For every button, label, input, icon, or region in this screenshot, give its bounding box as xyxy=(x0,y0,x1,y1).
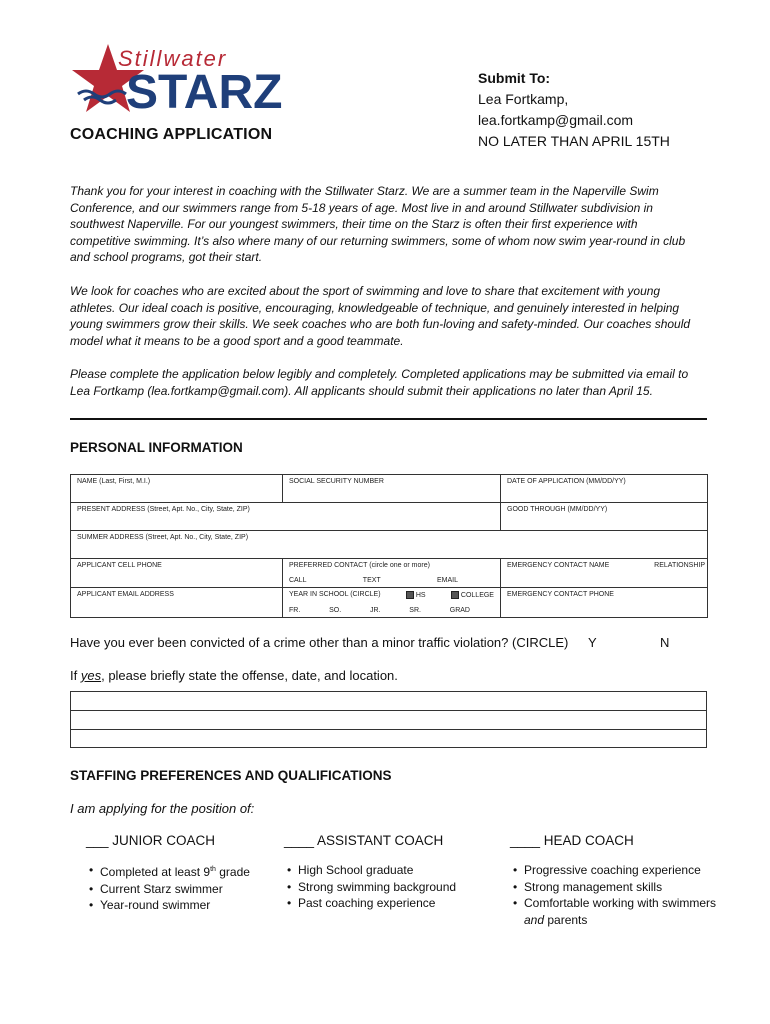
logo-main-text: STARZ xyxy=(126,66,283,119)
list-item: • High School graduate xyxy=(298,862,456,879)
assistant-qualifications xyxy=(284,862,456,912)
applying-for-label: I am applying for the position of: xyxy=(70,801,255,816)
present-address-field[interactable]: PRESENT ADDRESS (Street, Apt. No., City, State, ZIP) xyxy=(71,503,501,531)
preferred-contact-field[interactable]: PREFERRED CONTACT (circle one or more) CALL TEXT EMAIL xyxy=(283,559,501,588)
assistant-coach-option[interactable]: ____ ASSISTANT COACH xyxy=(284,833,444,848)
offense-line[interactable] xyxy=(71,711,706,730)
year-in-school-field[interactable]: YEAR IN SCHOOL (CIRCLE) HS COLLEGE FR. SO. JR. SR. GRAD xyxy=(283,588,501,618)
college-checkbox[interactable]: COLLEGE xyxy=(451,591,494,599)
head-coach-option[interactable]: ____ HEAD COACH xyxy=(510,833,634,848)
summer-address-field[interactable]: SUMMER ADDRESS (Street, Apt. No., City, State, ZIP) xyxy=(71,531,708,559)
personal-info-table xyxy=(70,474,708,618)
good-through-field[interactable]: GOOD THROUGH (MM/DD/YY) xyxy=(501,503,708,531)
list-item: • Completed at least 9th grade xyxy=(100,862,250,881)
crime-no-option[interactable]: N xyxy=(660,635,670,650)
stillwater-starz-logo xyxy=(70,42,283,122)
pref-text[interactable]: TEXT xyxy=(362,577,381,584)
submit-name: Lea Fortkamp, xyxy=(478,91,569,107)
logo-script-text: Stillwater xyxy=(118,46,228,71)
list-item: • Year-round swimmer xyxy=(100,897,250,914)
submit-email: lea.fortkamp@gmail.com xyxy=(478,112,634,128)
submit-info xyxy=(478,68,670,152)
list-item: • Strong management skills xyxy=(524,879,724,896)
head-qualifications xyxy=(510,862,724,928)
junior-qualifications xyxy=(86,862,250,914)
emergency-name-field[interactable]: EMERGENCY CONTACT NAME RELATIONSHIP xyxy=(501,559,708,588)
emergency-phone-field[interactable]: EMERGENCY CONTACT PHONE xyxy=(501,588,708,618)
ssn-field[interactable]: SOCIAL SECURITY NUMBER xyxy=(283,475,501,503)
if-yes-instruction: If yes, please briefly state the offense, date, and location. xyxy=(70,668,398,683)
crime-yes-option[interactable]: Y xyxy=(588,635,597,650)
offense-line[interactable] xyxy=(71,692,706,711)
intro-paragraph-3: Please complete the application below legibly and completely. Completed applications may be submitted via email to Lea Fortkamp (lea.fortkamp@gmail.com). All applicants should submit their applications no later than April 15. xyxy=(70,367,689,398)
list-item: • Past coaching experience xyxy=(298,895,456,912)
crime-question: Have you ever been convicted of a crime other than a minor traffic violation? (CIRCLE) xyxy=(70,635,569,650)
hs-checkbox[interactable]: HS xyxy=(406,591,426,599)
list-item: • Strong swimming background xyxy=(298,879,456,896)
offense-details-lines[interactable] xyxy=(70,691,707,748)
section-divider xyxy=(70,418,707,420)
junior-coach-option[interactable]: ___ JUNIOR COACH xyxy=(86,833,216,848)
list-item: • Comfortable working with swimmers and parents xyxy=(524,895,724,928)
cell-phone-field[interactable]: APPLICANT CELL PHONE xyxy=(71,559,283,588)
offense-line[interactable] xyxy=(71,730,706,748)
personal-info-heading: PERSONAL INFORMATION xyxy=(70,440,243,455)
intro-paragraph-2: We look for coaches who are excited about the sport of swimming and love to share that excitement with young athletes. Our ideal coach is positive, encouraging, knowledgeable of technique, and genuinely interested in helping young swimmers grow their skills. We seek coaches who are both fun-loving and safety-minded. Our coaches should model what it means to be a good sport and a good teammate. xyxy=(70,284,691,348)
pref-email[interactable]: EMAIL xyxy=(436,577,458,584)
date-field[interactable]: DATE OF APPLICATION (MM/DD/YY) xyxy=(501,475,708,503)
pref-call[interactable]: CALL xyxy=(289,577,307,584)
intro-paragraph-1: Thank you for your interest in coaching with the Stillwater Starz. We are a summer team in the Naperville Swim Conference, and our swimmers range from 5-18 years of age. Most live in and around Stillwater subdivision in southwest Naperville. For our youngest swimmers, their time on the Starz is often their first experience with competitive swimming. It’s also where many of our returning swimmers, some of whom now swim year-round in club and school programs, got their start. xyxy=(70,184,686,264)
staffing-heading: STAFFING PREFERENCES AND QUALIFICATIONS xyxy=(70,768,392,783)
submit-deadline: NO LATER THAN APRIL 15TH xyxy=(478,133,670,149)
list-item: • Progressive coaching experience xyxy=(524,862,724,879)
submit-to-label: Submit To: xyxy=(478,70,551,86)
page-title: COACHING APPLICATION xyxy=(70,126,273,143)
email-field[interactable]: APPLICANT EMAIL ADDRESS xyxy=(71,588,283,618)
list-item: • Current Starz swimmer xyxy=(100,881,250,898)
name-field[interactable]: NAME (Last, First, M.I.) xyxy=(71,475,283,503)
